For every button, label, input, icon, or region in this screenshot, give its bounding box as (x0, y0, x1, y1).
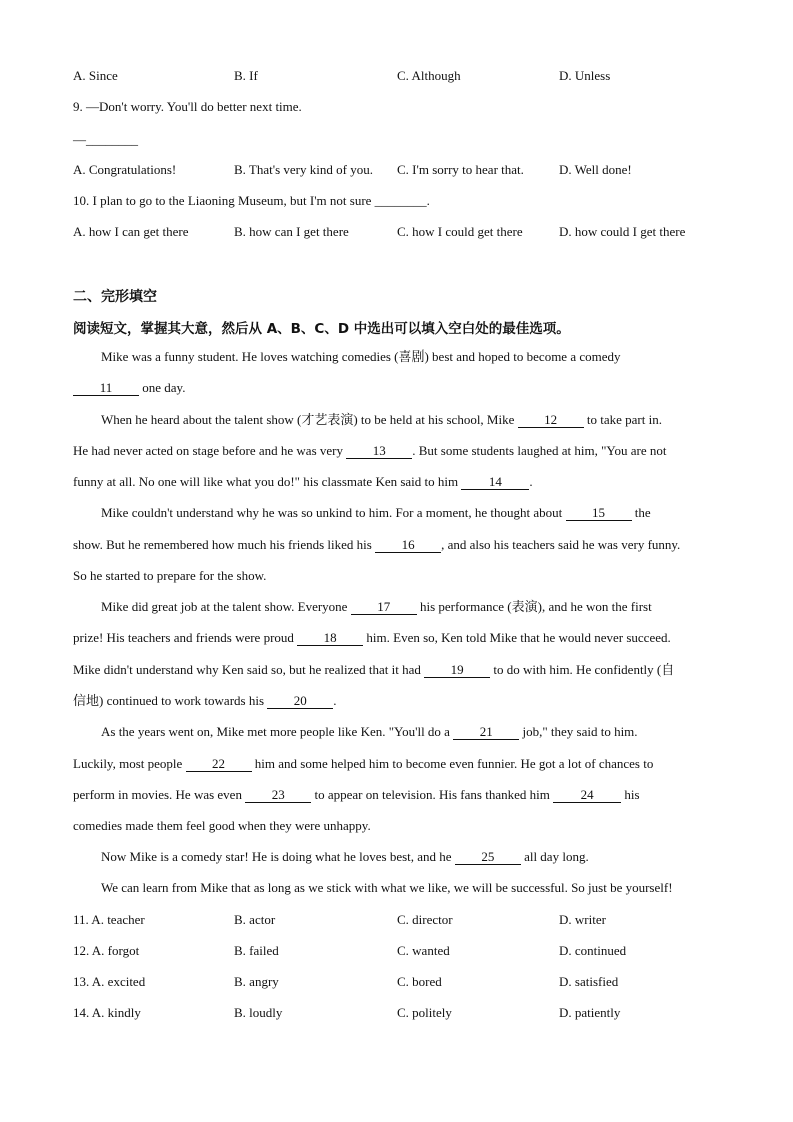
passage-line-11: Mike didn't understand why Ken said so, but he realized that it had 19 to do with him. He confidently (自 (73, 662, 675, 677)
q8-option-a: A. Since (73, 68, 118, 83)
q9-option-c: C. I'm sorry to hear that. (397, 162, 524, 177)
q14-option-c: C. politely (397, 1005, 452, 1020)
q14-option-a: 14. A. kindly (73, 1005, 141, 1020)
q10-option-b: B. how can I get there (234, 224, 349, 239)
q8-option-d: D. Unless (559, 68, 611, 83)
q11-option-d: D. writer (559, 912, 606, 927)
q8-option-c: C. Although (397, 68, 461, 83)
q13-option-b: B. angry (234, 974, 279, 989)
q14-options (73, 1005, 733, 1021)
section-title: 二、完形填空 (73, 289, 157, 305)
q11-option-b: B. actor (234, 912, 276, 927)
q13-options (73, 974, 733, 990)
q12-options (73, 943, 733, 959)
passage-line-18: We can learn from Mike that as long as we stick with what we like, we will be successful. So just be yourself! (101, 880, 673, 895)
q10-option-c: C. how I could get there (397, 224, 523, 239)
blank-18: 18 (297, 631, 363, 646)
q10-options (73, 224, 733, 240)
q10-option-a: A. how I can get there (73, 224, 189, 239)
passage-line-16: comedies made them feel good when they were unhappy. (73, 818, 371, 833)
passage-line-9: Mike did great job at the talent show. Everyone 17 his performance (表演), and he won the first (101, 599, 652, 614)
passage-line-17: Now Mike is a comedy star! He is doing what he loves best, and he 25 all day long. (101, 849, 589, 864)
passage-line-14: Luckily, most people 22 him and some helped him to become even funnier. He got a lot of chances to (73, 756, 654, 771)
q9-reply: —________ (73, 132, 138, 147)
passage-line-13: As the years went on, Mike met more people like Ken. "You'll do a 21 job," they said to him. (101, 724, 638, 739)
passage-line-15: perform in movies. He was even 23 to appear on television. His fans thanked him 24 his (73, 787, 640, 802)
q14-option-d: D. patiently (559, 1005, 621, 1020)
passage-line-12: 信地) continued to work towards his 20 . (73, 693, 337, 708)
blank-12: 12 (518, 413, 584, 428)
q9-option-b: B. That's very kind of you. (234, 162, 373, 177)
blank-25: 25 (455, 850, 521, 865)
q12-option-d: D. continued (559, 943, 627, 958)
section-instruction: 阅读短文，掌握其大意，然后从 A、B、C、D 中选出可以填入空白处的最佳选项。 (73, 321, 570, 337)
q12-option-c: C. wanted (397, 943, 450, 958)
q13-option-d: D. satisfied (559, 974, 619, 989)
q12-option-a: 12. A. forgot (73, 943, 140, 958)
q12-option-b: B. failed (234, 943, 279, 958)
blank-24: 24 (553, 788, 621, 803)
q10-stem: 10. I plan to go to the Liaoning Museum, but I'm not sure ________. (73, 193, 430, 208)
blank-17: 17 (351, 600, 417, 615)
q9-option-d: D. Well done! (559, 162, 632, 177)
passage-line-10: prize! His teachers and friends were proud 18 him. Even so, Ken told Mike that he would never succeed. (73, 630, 671, 645)
passage-line-7: show. But he remembered how much his friends liked his 16 , and also his teachers said he was very funny. (73, 537, 681, 552)
q13-option-a: 13. A. excited (73, 974, 146, 989)
q10-option-d: D. how could I get there (559, 224, 686, 239)
blank-14: 14 (461, 475, 529, 490)
q13-option-c: C. bored (397, 974, 442, 989)
blank-21: 21 (453, 725, 519, 740)
passage-line-3: When he heard about the talent show (才艺表演) to be held at his school, Mike 12 to take part in. (101, 412, 662, 427)
q9-options (73, 162, 733, 178)
passage-line-5: funny at all. No one will like what you do!" his classmate Ken said to him 14 . (73, 474, 533, 489)
passage-line-2: 11 one day. (73, 380, 185, 396)
blank-16: 16 (375, 538, 441, 553)
blank-15: 15 (566, 506, 632, 521)
q11-options (73, 912, 733, 928)
blank-19: 19 (424, 663, 490, 678)
q8-option-b: B. If (234, 68, 258, 83)
q8-options (73, 68, 733, 84)
blank-23: 23 (245, 788, 311, 803)
passage-line-6: Mike couldn't understand why he was so unkind to him. For a moment, he thought about 15 the (101, 505, 651, 520)
q14-option-b: B. loudly (234, 1005, 283, 1020)
passage-line-1: Mike was a funny student. He loves watching comedies (喜剧) best and hoped to become a comedy (101, 349, 621, 364)
blank-11: 11 (73, 381, 139, 396)
blank-13: 13 (346, 444, 412, 459)
q9-option-a: A. Congratulations! (73, 162, 177, 177)
q9-stem: 9. —Don't worry. You'll do better next time. (73, 99, 302, 114)
blank-22: 22 (186, 757, 252, 772)
q11-option-c: C. director (397, 912, 453, 927)
passage-line-8: So he started to prepare for the show. (73, 568, 267, 583)
passage-line-4: He had never acted on stage before and he was very 13 . But some students laughed at him, "You are not (73, 443, 667, 458)
q11-option-a: 11. A. teacher (73, 912, 145, 927)
blank-20: 20 (267, 694, 333, 709)
